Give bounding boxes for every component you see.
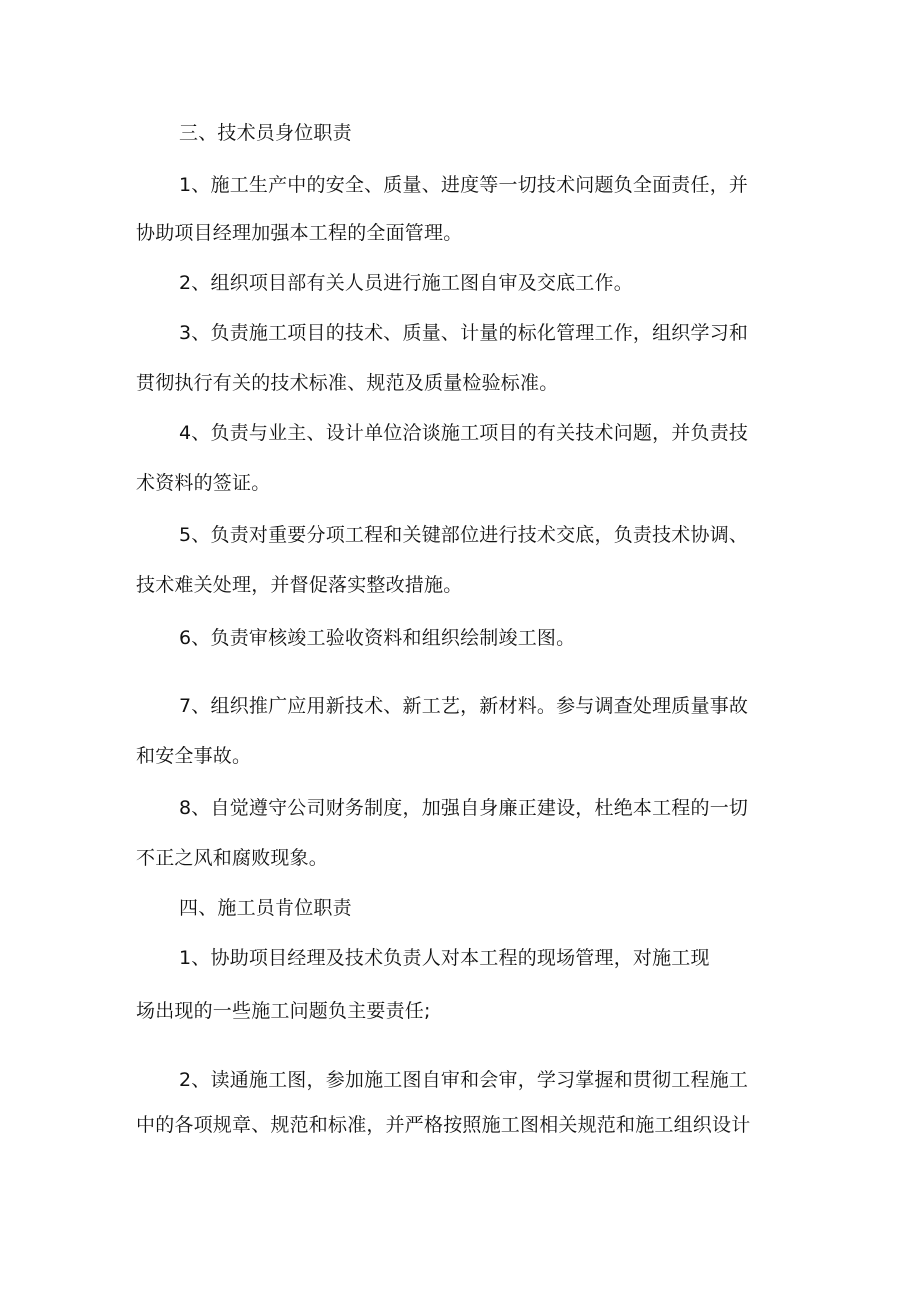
section-3-item-1-line-1: 1、施工生产中的安全、质量、进度等一切技术问题负全面责任，并 — [179, 174, 749, 196]
section-3-item-5-line-1: 5、负责对重要分项工程和关键部位进行技术交底，负责技术协调、 — [179, 524, 749, 546]
section-3-item-6-line-1: 6、负责审核竣工验收资料和组织绘制竣工图。 — [179, 627, 576, 649]
section-3-item-4-line-1: 4、负责与业主、设计单位洽谈施工项目的有关技术问题，并负责技 — [179, 422, 749, 444]
section-3-item-8-line-2: 不正之风和腐败现象。 — [136, 847, 329, 869]
section-3-item-7-line-1: 7、组织推广应用新技术、新工艺，新材料。参与调查处理质量事故 — [179, 695, 749, 717]
section-4-item-2-line-2: 中的各项规章、规范和标准，并严格按照施工图相关规范和施工组织设计 — [136, 1114, 751, 1136]
section-4-heading: 四、施工员肯位职责 — [179, 897, 352, 919]
section-4-item-1-line-1: 1、协助项目经理及技术负责人对本工程的现场管理，对施工现 — [179, 947, 710, 969]
section-3-item-3-line-1: 3、负责施工项目的技术、质量、计量的标化管理工作，组织学习和 — [179, 322, 749, 344]
section-3-item-4-line-2: 术资料的签证。 — [136, 472, 271, 494]
section-3-item-7-line-2: 和安全事故。 — [136, 745, 252, 767]
section-3-item-1-line-2: 协助项目经理加强本工程的全面管理。 — [136, 222, 463, 244]
section-3-heading: 三、技术员身位职责 — [179, 122, 352, 144]
section-3-item-5-line-2: 技术难关处理，并督促落实整改措施。 — [136, 574, 463, 596]
section-3-item-8-line-1: 8、自觉遵守公司财务制度，加强自身廉正建设，杜绝本工程的一切 — [179, 797, 749, 819]
section-3-item-2-line-1: 2、组织项目部有关人员进行施工图自审及交底工作。 — [179, 272, 633, 294]
section-3-item-3-line-2: 贯彻执行有关的技术标准、规范及质量检验标准。 — [136, 372, 559, 394]
section-4-item-1-line-2: 场出现的一些施工问题负主要责任; — [136, 1000, 431, 1022]
section-4-item-2-line-1: 2、读通施工图，参加施工图自审和会审，学习掌握和贯彻工程施工 — [179, 1069, 749, 1091]
